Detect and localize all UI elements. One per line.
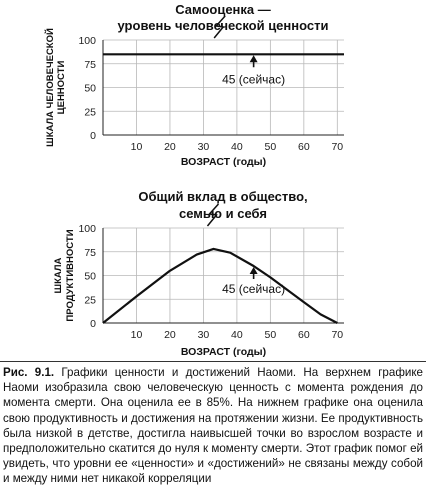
chart2-xlabel: ВОЗРАСТ (годы)	[180, 346, 267, 358]
chart1-xtick-20: 20	[164, 141, 176, 153]
chart1-annotation-arrow-head	[250, 55, 258, 62]
chart2-ytick-25: 25	[84, 294, 96, 307]
chart1-ytick-75: 75	[84, 58, 96, 71]
chart1-xtick-40: 40	[231, 141, 243, 153]
chart2-ytick-0: 0	[90, 318, 96, 330]
chart1-annotation-label: 45 (сейчас)	[222, 72, 286, 87]
chart2-xtick-50: 50	[264, 329, 277, 341]
chart1-ytick-100: 100	[78, 35, 96, 47]
chart1-xlabel: ВОЗРАСТ (годы)	[180, 156, 267, 168]
chart1-ylabel-line-2: ЦЕННОСТИ	[56, 60, 67, 115]
chart2-ytick-100: 100	[78, 223, 96, 235]
chart1-title-line-2: уровень человеческой ценности	[117, 18, 329, 33]
chart2-xtick-30: 30	[197, 329, 210, 341]
chart1-ytick-0: 0	[90, 130, 96, 142]
chart2-ylabel-line-2: ПРОДУКТИВНОСТИ	[65, 229, 76, 322]
chart2-series-line-1	[103, 249, 337, 323]
chart2-ytick-75: 75	[84, 246, 96, 259]
caption-divider	[0, 361, 426, 362]
figure-caption	[3, 365, 423, 487]
chart1-xtick-70: 70	[331, 141, 344, 153]
chart1-xtick-60: 60	[297, 141, 310, 153]
chart2-annotation-label: 45 (сейчас)	[222, 282, 286, 296]
chart2-ytick-50: 50	[84, 270, 96, 283]
chart1-xtick-10: 10	[130, 141, 143, 153]
chart2-xtick-60: 60	[297, 329, 310, 341]
chart2-xtick-20: 20	[164, 329, 176, 341]
chart1-ytick-50: 50	[84, 82, 96, 95]
chart2-ylabel-line-1: ШКАЛА	[53, 257, 64, 294]
chart1-title-line-1: Самооценка —	[175, 2, 271, 17]
chart2-xtick-10: 10	[130, 329, 143, 341]
chart1-ylabel-line-1: ШКАЛА ЧЕЛОВЕЧЕСКОЙ	[45, 28, 56, 147]
caption-text: Графики ценности и достижений Наоми. На верхнем графике Наоми изобразила свою человеческую ценность с момента рождения до момента смерти. Она оценила ее в 85%. На нижнем графике она оценила свою продуктивность и достижения на протяжении жизни. Ее продуктивность была низкой в детстве, достигла наивысшей точки во взрослом возрасте и предположительно скатится до нуля к моменту смерти. Этот график помог ей увидеть, что уровни ее «ценности» и «достижений» не связаны между собой и между ними нет никакой корреляции	[3, 366, 423, 486]
chart1-xtick-50: 50	[264, 141, 277, 153]
caption-label: Рис. 9.1.	[3, 366, 55, 379]
chart2-title-line-1: Общий вклад в общество,	[138, 189, 308, 204]
chart1-xtick-30: 30	[197, 141, 210, 153]
chart1-ytick-25: 25	[84, 106, 96, 119]
chart2-xtick-70: 70	[331, 329, 344, 341]
chart2-xtick-40: 40	[231, 329, 243, 341]
chart2-title-line-2: семью и себя	[179, 206, 267, 221]
